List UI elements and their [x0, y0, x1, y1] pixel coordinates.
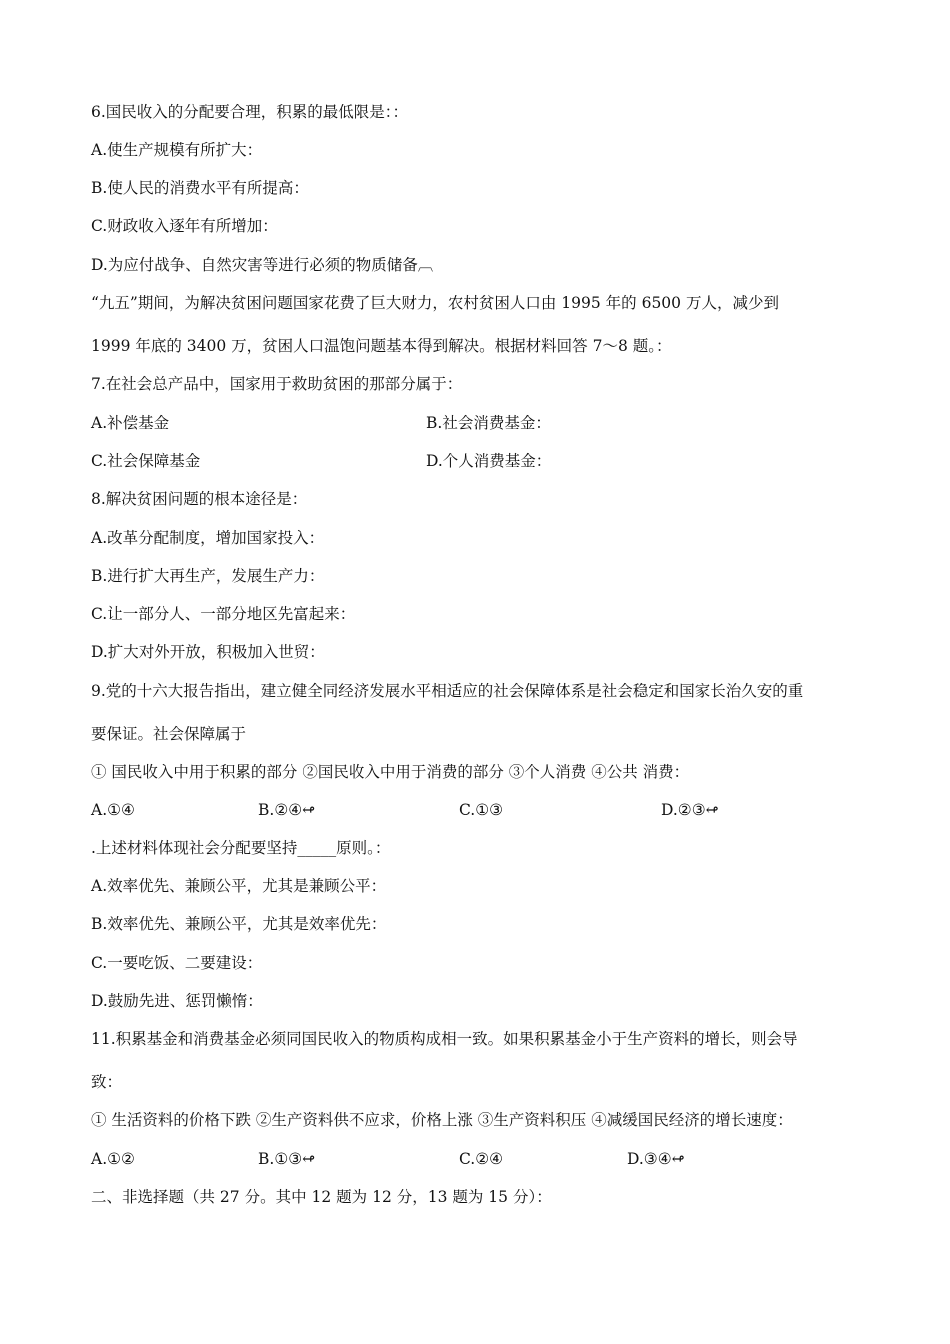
q11-option-c: C.②④: [459, 1150, 504, 1168]
q8-option-a: A.改革分配制度，增加国家投入：: [91, 529, 325, 547]
q6-option-a: A.使生产规模有所扩大：: [91, 141, 263, 159]
q10-option-d: D.鼓励先进、惩罚懒惰：: [91, 992, 263, 1010]
q10-option-a: A.效率优先、兼顾公平，尤其是兼顾公平：: [91, 877, 387, 895]
q8-option-b: B.进行扩大再生产，发展生产力：: [91, 567, 325, 585]
q7-option-c: C.社会保障基金: [91, 452, 201, 470]
q7-stem: 7.在社会总产品中，国家用于救助贫困的那部分属于：: [91, 375, 463, 393]
q11-stem-line-1: 11.积累基金和消费基金必须同国民收入的物质构成相一致。如果积累基金小于生产资料的增长，则会导: [91, 1030, 798, 1048]
q7-option-a: A.补偿基金: [91, 414, 170, 432]
q9-option-c: C.①③: [459, 801, 504, 819]
material-line-2: 1999 年底的 3400 万，贫困人口温饱问题基本得到解决。根据材料回答 7～8 题。：: [91, 337, 672, 355]
q9-stem-line-1: 9.党的十六大报告指出，建立健全同经济发展水平相适应的社会保障体系是社会稳定和国家长治久安的重: [91, 682, 804, 700]
q8-stem: 8.解决贫困问题的根本途径是：: [91, 490, 308, 508]
material-line-1: “九五”期间，为解决贫困问题国家花费了巨大财力，农村贫困人口由 1995 年的 6500 万人，减少到: [91, 294, 779, 312]
q8-option-d: D.扩大对外开放，积极加入世贸：: [91, 643, 325, 661]
q11-items: ① 生活资料的价格下跌 ②生产资料供不应求，价格上涨 ③生产资料积压 ④减缓国民经济的增长速度：: [91, 1111, 793, 1129]
q11-option-d: D.③④↫: [627, 1150, 685, 1168]
q10-stem: .上述材料体现社会分配要坚持_____原则。：: [91, 839, 391, 857]
q10-option-b: B.效率优先、兼顾公平，尤其是效率优先：: [91, 915, 387, 933]
q9-items: ① 国民收入中用于积累的部分 ②国民收入中用于消费的部分 ③个人消费 ④公共 消费：: [91, 763, 690, 781]
q11-stem-line-2: 致：: [91, 1073, 123, 1091]
q9-option-d: D.②③↫: [661, 801, 719, 819]
q9-option-a: A.①④: [91, 801, 135, 819]
q11-option-a: A.①②: [91, 1150, 135, 1168]
q8-option-c: C.让一部分人、一部分地区先富起来：: [91, 605, 356, 623]
q7-option-b: B.社会消费基金：: [426, 414, 551, 432]
section-2-heading: 二、非选择题（共 27 分。其中 12 题为 12 分，13 题为 15 分）：: [91, 1188, 552, 1206]
q7-option-d: D.个人消费基金：: [426, 452, 552, 470]
q6-option-c: C.财政收入逐年有所增加：: [91, 217, 278, 235]
q9-stem-line-2: 要保证。社会保障属于: [91, 725, 247, 743]
q11-option-b: B.①③↫: [258, 1150, 316, 1168]
q9-option-b: B.②④↫: [258, 801, 316, 819]
q10-option-c: C.一要吃饭、二要建设：: [91, 954, 263, 972]
q6-stem: 6.国民收入的分配要合理，积累的最低限是：：: [91, 103, 409, 121]
q6-option-d: D.为应付战争、自然灾害等进行必须的物质储备︹: [91, 256, 434, 274]
q6-option-b: B.使人民的消费水平有所提高：: [91, 179, 309, 197]
